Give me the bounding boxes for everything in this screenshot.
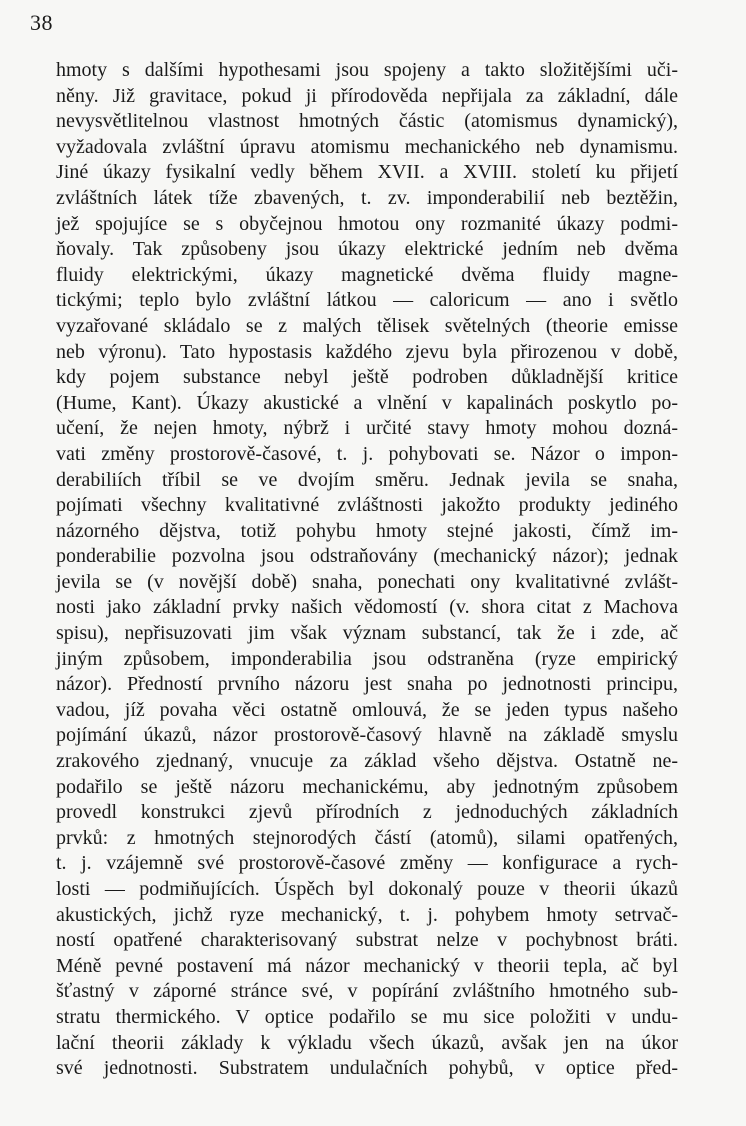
text-line: akustických, jichž ryze mechanický, t. j. pohybem hmoty setrvač-	[56, 903, 678, 926]
text-line: neb výronu). Tato hypostasis každého zjevu byla přirozenou v době,	[56, 340, 678, 363]
text-line: vati změny prostorově-časové, t. j. pohybovati se. Názor o impon-	[56, 442, 678, 465]
text-line: ností opatřené charakterisovaný substrat nelze v pochybnost bráti.	[56, 929, 678, 952]
text-line: fluidy elektrickými, úkazy magnetické dvěma fluidy magne-	[56, 263, 678, 286]
text-line: tickými; teplo bylo zvláštní látkou — caloricum — ano i světlo	[56, 289, 678, 312]
text-line: názor). Předností prvního názoru jest snaha po jednotnosti principu,	[56, 673, 678, 696]
text-line: jevila se (v novější době) snaha, ponechati ony kvalitativné zvlášt-	[56, 570, 678, 593]
text-line: losti — podmiňujících. Úspěch byl dokonalý pouze v theorii úkazů	[56, 878, 678, 900]
text-line: lační theorii základy k výkladu všech úkazů, avšak jen na úkor	[56, 1031, 678, 1054]
text-line: nosti jako základní prvky našich vědomostí (v. shora citat z Machova	[56, 596, 678, 619]
body-text	[56, 58, 678, 1082]
text-line: učení, že nejen hmoty, nýbrž i určité stavy hmoty mohou dozná-	[56, 417, 678, 440]
text-line: pojímání úkazů, názor prostorově-časový hlavně na základě smyslu	[56, 724, 678, 747]
text-line: své jednotnosti. Substratem undulačních pohybů, v optice před-	[56, 1057, 678, 1080]
text-line: derabiliích tříbil se ve dvojím směru. Jednak jevila se snaha,	[56, 468, 678, 491]
text-line: spisu), nepřisuzovati jim však význam substancí, tak že i zde, ač	[56, 622, 678, 645]
text-line: provedl konstrukci zjevů přírodních z jednoduchých základních	[56, 801, 678, 824]
text-line: stratu thermického. V optice podařilo se mu sice položiti v undu-	[56, 1005, 678, 1028]
text-line: pojímati všechny kvalitativné zvláštnosti jakožto produkty jediného	[56, 494, 678, 517]
text-line: vyzařované skládalo se z malých tělisek světelných (theorie emisse	[56, 314, 678, 337]
text-line: podařilo se ještě názoru mechanickému, aby jednotným způsobem	[56, 775, 678, 798]
text-line: Jiné úkazy fysikalní vedly během XVII. a XVIII. století ku přijetí	[56, 161, 678, 184]
text-line: nevysvětlitelnou vlastnost hmotných částic (atomismus dynamický),	[56, 110, 678, 133]
text-line: Méně pevné postavení má názor mechanický v theorii tepla, ač byl	[56, 954, 678, 977]
text-line: ňovaly. Tak způsobeny jsou úkazy elektrické jedním neb dvěma	[56, 238, 678, 261]
text-line: kdy pojem substance nebyl ještě podroben důkladnější kritice	[56, 366, 678, 389]
text-line: jež spojujíce se s obyčejnou hmotou ony rozmanité úkazy podmi-	[56, 212, 678, 235]
text-line: názorného dějstva, totiž pohybu hmoty stejné jakosti, čímž im-	[56, 519, 678, 542]
text-line: jiným způsobem, imponderabilia jsou odstraněna (ryze empirický	[56, 647, 678, 670]
text-line: vyžadovala zvláštní úpravu atomismu mechanického neb dynamismu.	[56, 135, 678, 158]
text-line: hmoty s dalšími hypothesami jsou spojeny a takto složitějšími uči-	[56, 59, 678, 81]
page-number: 38	[30, 10, 53, 35]
text-line: vadou, jíž povaha věci ostatně omlouvá, že se jeden typus našeho	[56, 698, 678, 721]
text-line: zrakového zjednaný, vnucuje za základ všeho dějstva. Ostatně ne-	[56, 750, 678, 773]
text-line: zvláštních látek tíže zbavených, t. zv. imponderabilií neb beztěžin,	[56, 186, 678, 209]
text-line: něny. Již gravitace, pokud ji přírodověda nepřijala za základní, dále	[56, 84, 678, 107]
text-line: t. j. vzájemně své prostorově-časové změny — konfigurace a rych-	[56, 852, 678, 875]
text-line: (Hume, Kant). Úkazy akustické a vlnění v kapalinách poskytlo po-	[56, 391, 678, 414]
text-line: prvků: z hmotných stejnorodých částí (atomů), silami opatřených,	[56, 826, 678, 849]
text-line: ponderabilie pozvolna jsou odstraňovány (mechanický názor); jednak	[56, 545, 678, 568]
text-line: šťastný v záporné stránce své, v popírání zvláštního hmotného sub-	[56, 980, 678, 1003]
